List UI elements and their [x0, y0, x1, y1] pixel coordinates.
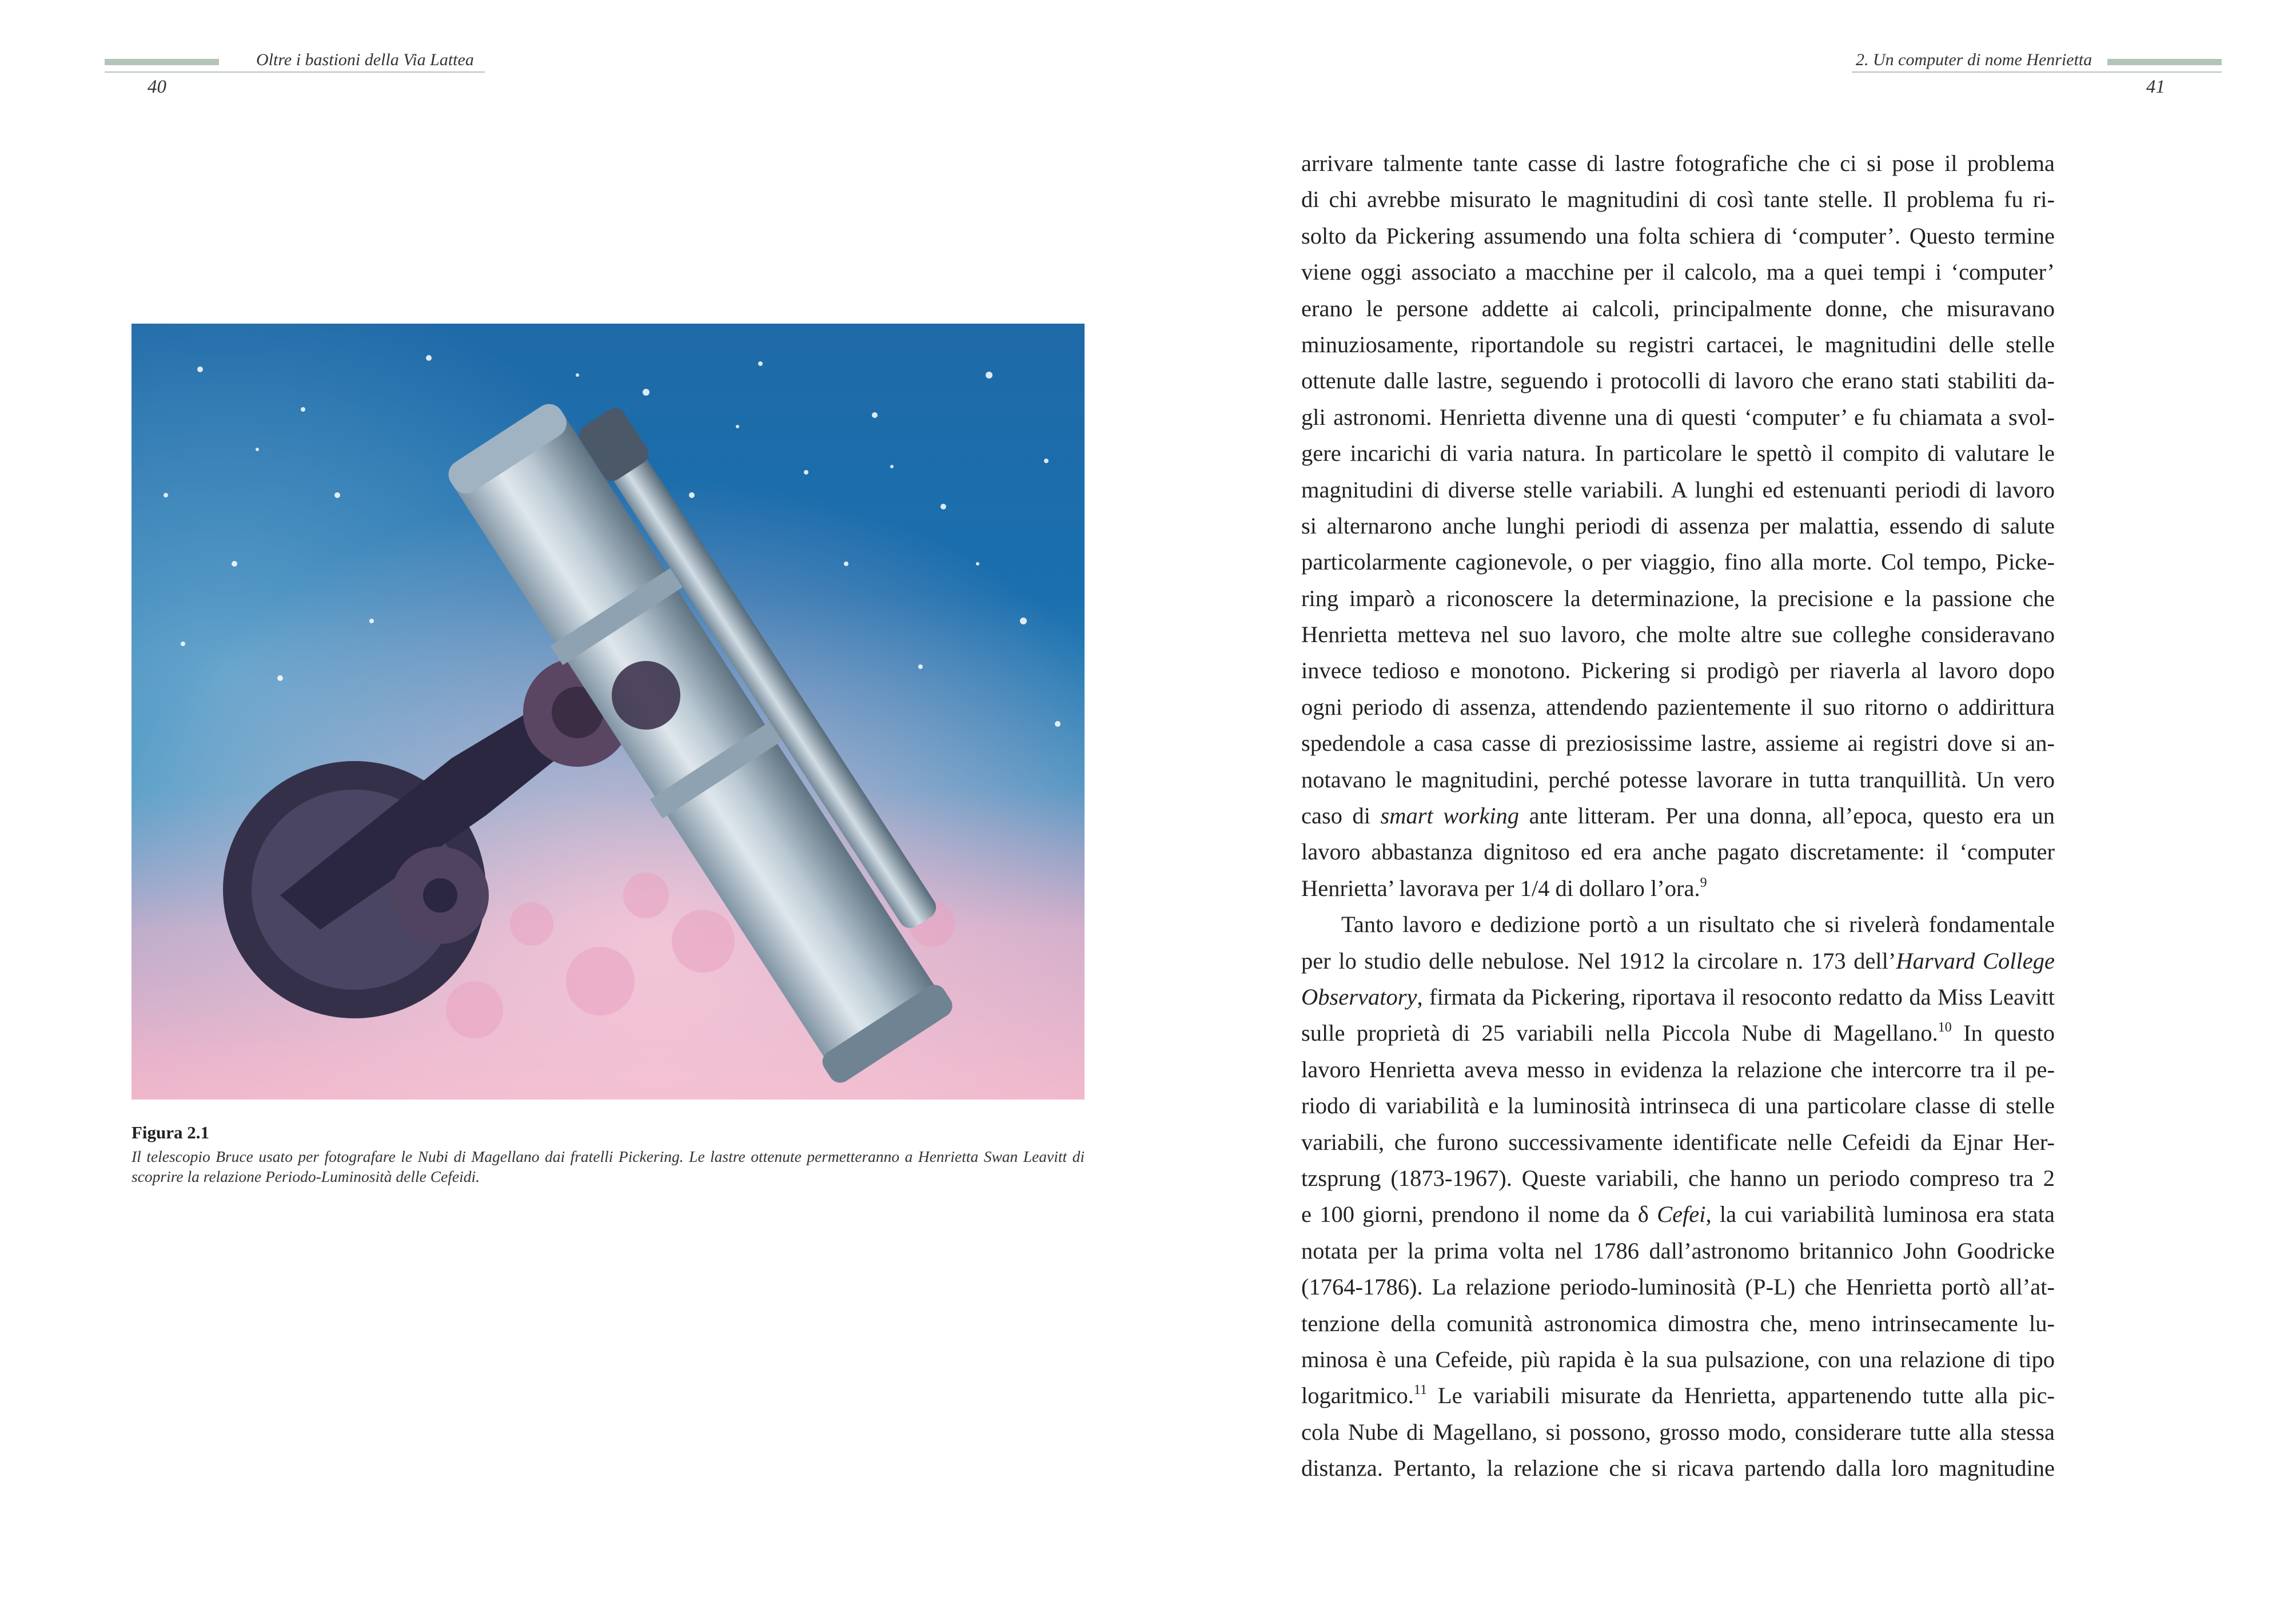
text-line [1301, 1196, 2055, 1232]
text-line [1301, 399, 2055, 435]
text-run: ante litteram. Per una donna, all’epoca, questo era un [1519, 803, 2055, 829]
text-run: per lo studio delle nebulose. Nel 1912 la circolare n. 173 dell’ [1301, 947, 1896, 974]
text-run: particolarmente cagionevole, o per viaggio, fino alla morte. Col tempo, Picke- [1301, 549, 2055, 575]
text-line [1301, 1305, 2055, 1341]
text-run: smart working [1380, 803, 1520, 829]
header-rule [1852, 71, 2222, 73]
text-run: variabili, che furono successivamente identificate nelle Cefeidi da Ejnar Her- [1301, 1129, 2055, 1155]
text-run: Cefei [1657, 1201, 1706, 1228]
text-run: si alternarono anche lunghi periodi di assenza per malattia, essendo di salute [1301, 512, 2055, 539]
header-rule [105, 71, 485, 73]
text-run: gli astronomi. Henrietta divenne una di questi ‘computer’ e fu chiamata a svol- [1301, 404, 2055, 430]
text-line [1301, 1233, 2055, 1269]
text-line [1301, 145, 2055, 181]
text-run: minosa è una Cefeide, più rapida è la sua pulsazione, con una relazione di tipo [1301, 1346, 2055, 1372]
text-run: Tanto lavoro e dedizione portò a un risultato che si rivelerà fondamentale [1341, 911, 2055, 938]
text-line [1301, 1377, 2055, 1413]
text-run: , la cui variabilità luminosa era stata [1705, 1201, 2055, 1228]
text-line [1301, 363, 2055, 399]
text-line [1301, 725, 2055, 761]
text-line [1301, 435, 2055, 471]
text-run: erano le persone addette ai calcoli, principalmente donne, che misuravano [1301, 295, 2055, 321]
text-line [1301, 1450, 2055, 1486]
text-line [1301, 798, 2055, 834]
text-run: lavoro Henrietta aveva messo in evidenza la relazione che intercorre tra il pe- [1301, 1056, 2055, 1082]
text-run: notavano le magnitudini, perché potesse lavorare in tutta tranquillità. Un vero [1301, 766, 2055, 792]
text-line [1301, 943, 2055, 979]
running-title: 2. Un computer di nome Henrietta [1856, 50, 2092, 69]
text-line [1301, 689, 2055, 725]
page-number: 41 [2146, 77, 2165, 97]
text-run: riodo di variabilità e la luminosità intrinseca di una particolare classe di stelle [1301, 1093, 2055, 1119]
text-run: caso di [1301, 803, 1381, 829]
text-line [1301, 762, 2055, 798]
text-line [1301, 1124, 2055, 1160]
text-line [1301, 254, 2055, 290]
text-line [1301, 218, 2055, 254]
telescope-illustration [131, 324, 1085, 1100]
text-line [1301, 906, 2055, 942]
figure-caption: Il telescopio Bruce usato per fotografare le Nubi di Magellano dai fratelli Pickering. Le lastre ottenute permetteranno a Henrietta Swan Leavitt di scoprire la relazione Periodo-Luminosità delle Cefeidi. [131, 1148, 1085, 1185]
text-run: e 100 giorni, prendono il nome da δ [1301, 1201, 1657, 1228]
text-line [1301, 1269, 2055, 1305]
text-run: notata per la prima volta nel 1786 dall’astronomo britannico John Goodricke [1301, 1237, 2055, 1264]
text-run: distanza. Pertanto, la relazione che si ricava partendo dalla loro magnitudine [1301, 1455, 2055, 1481]
text-run: Le variabili misurate da Henrietta, appartenendo tutte alla pic- [1426, 1383, 2055, 1409]
text-run: tenzione della comunità astronomica dimostra che, meno intrinsecamente lu- [1301, 1310, 2055, 1336]
text-run: ring imparò a riconoscere la determinazione, la precisione e la passione che [1301, 585, 2055, 611]
text-run: tzsprung (1873-1967). Queste variabili, che hanno un periodo compreso tra 2 [1301, 1165, 2055, 1191]
right-page [1148, 0, 2296, 1621]
text-run: (1764-1786). La relazione periodo-luminosità (P-L) che Henrietta portò all’at- [1301, 1274, 2055, 1300]
text-line [1301, 472, 2055, 508]
page-number: 40 [148, 77, 166, 97]
text-line [1301, 870, 2055, 906]
text-run: invece tedioso e monotono. Pickering si prodigò per riaverla al lavoro dopo [1301, 658, 2055, 684]
text-line [1301, 1088, 2055, 1124]
text-run: Observatory [1301, 983, 1417, 1010]
text-run: logaritmico. [1301, 1383, 1414, 1409]
text-line [1301, 544, 2055, 580]
body-text [1301, 145, 2055, 1486]
text-line [1301, 1414, 2055, 1450]
text-line [1301, 1160, 2055, 1196]
text-line [1301, 290, 2055, 326]
text-run: In questo [1951, 1020, 2055, 1046]
text-run: spedendole a casa casse di preziosissime lastre, assieme ai registri dove si an- [1301, 730, 2055, 756]
text-run: ottenute dalle lastre, seguendo i protocolli di lavoro che erano stati stabiliti da- [1301, 368, 2055, 394]
text-run: cola Nube di Magellano, si possono, grosso modo, considerare tutte alla stessa [1301, 1419, 2055, 1445]
figure-label: Figura 2.1 [131, 1122, 210, 1142]
text-run: minuziosamente, riportandole su registri cartacei, le magnitudini delle stelle [1301, 331, 2055, 357]
text-run: Henrietta’ lavorava per 1/4 di dollaro l’ora. [1301, 875, 1700, 901]
text-line [1301, 1341, 2055, 1377]
running-title: Oltre i bastioni della Via Lattea [256, 50, 474, 69]
text-run: gere incarichi di varia natura. In particolare le spettò il compito di valutare le [1301, 440, 2055, 467]
text-run: arrivare talmente tante casse di lastre fotografiche che ci si pose il problema [1301, 150, 2055, 176]
text-run: Henrietta metteva nel suo lavoro, che molte altre sue colleghe consideravano [1301, 622, 2055, 648]
text-run: lavoro abbastanza dignitoso ed era anche pagato discretamente: il ‘computer [1301, 839, 2055, 865]
text-line [1301, 1015, 2055, 1051]
text-run: di chi avrebbe misurato le magnitudini di così tante stelle. Il problema fu ri- [1301, 186, 2055, 213]
text-line [1301, 508, 2055, 544]
footnote-ref: 11 [1413, 1383, 1427, 1398]
footnote-ref: 10 [1938, 1020, 1952, 1035]
text-run: magnitudini di diverse stelle variabili. A lunghi ed estenuanti periodi di lavoro [1301, 476, 2055, 503]
text-line [1301, 1052, 2055, 1088]
text-line [1301, 979, 2055, 1015]
text-run: , firmata da Pickering, riportava il resoconto redatto da Miss Leavitt [1417, 983, 2055, 1010]
text-run: solto da Pickering assumendo una folta schiera di ‘computer’. Questo termine [1301, 222, 2055, 249]
text-line [1301, 834, 2055, 870]
text-run: ogni periodo di assenza, attendendo pazientemente il suo ritorno o addirittura [1301, 694, 2055, 720]
text-run: sulle proprietà di 25 variabili nella Piccola Nube di Magellano. [1301, 1020, 1938, 1046]
text-run: Harvard College [1896, 947, 2055, 974]
header-bar [2107, 59, 2222, 65]
text-line [1301, 326, 2055, 363]
text-line [1301, 580, 2055, 616]
text-line [1301, 616, 2055, 652]
footnote-ref: 9 [1700, 875, 1707, 890]
header-bar [105, 59, 219, 65]
text-run: viene oggi associato a macchine per il calcolo, ma a quei tempi i ‘computer’ [1301, 259, 2055, 285]
text-line [1301, 652, 2055, 688]
text-line [1301, 181, 2055, 217]
